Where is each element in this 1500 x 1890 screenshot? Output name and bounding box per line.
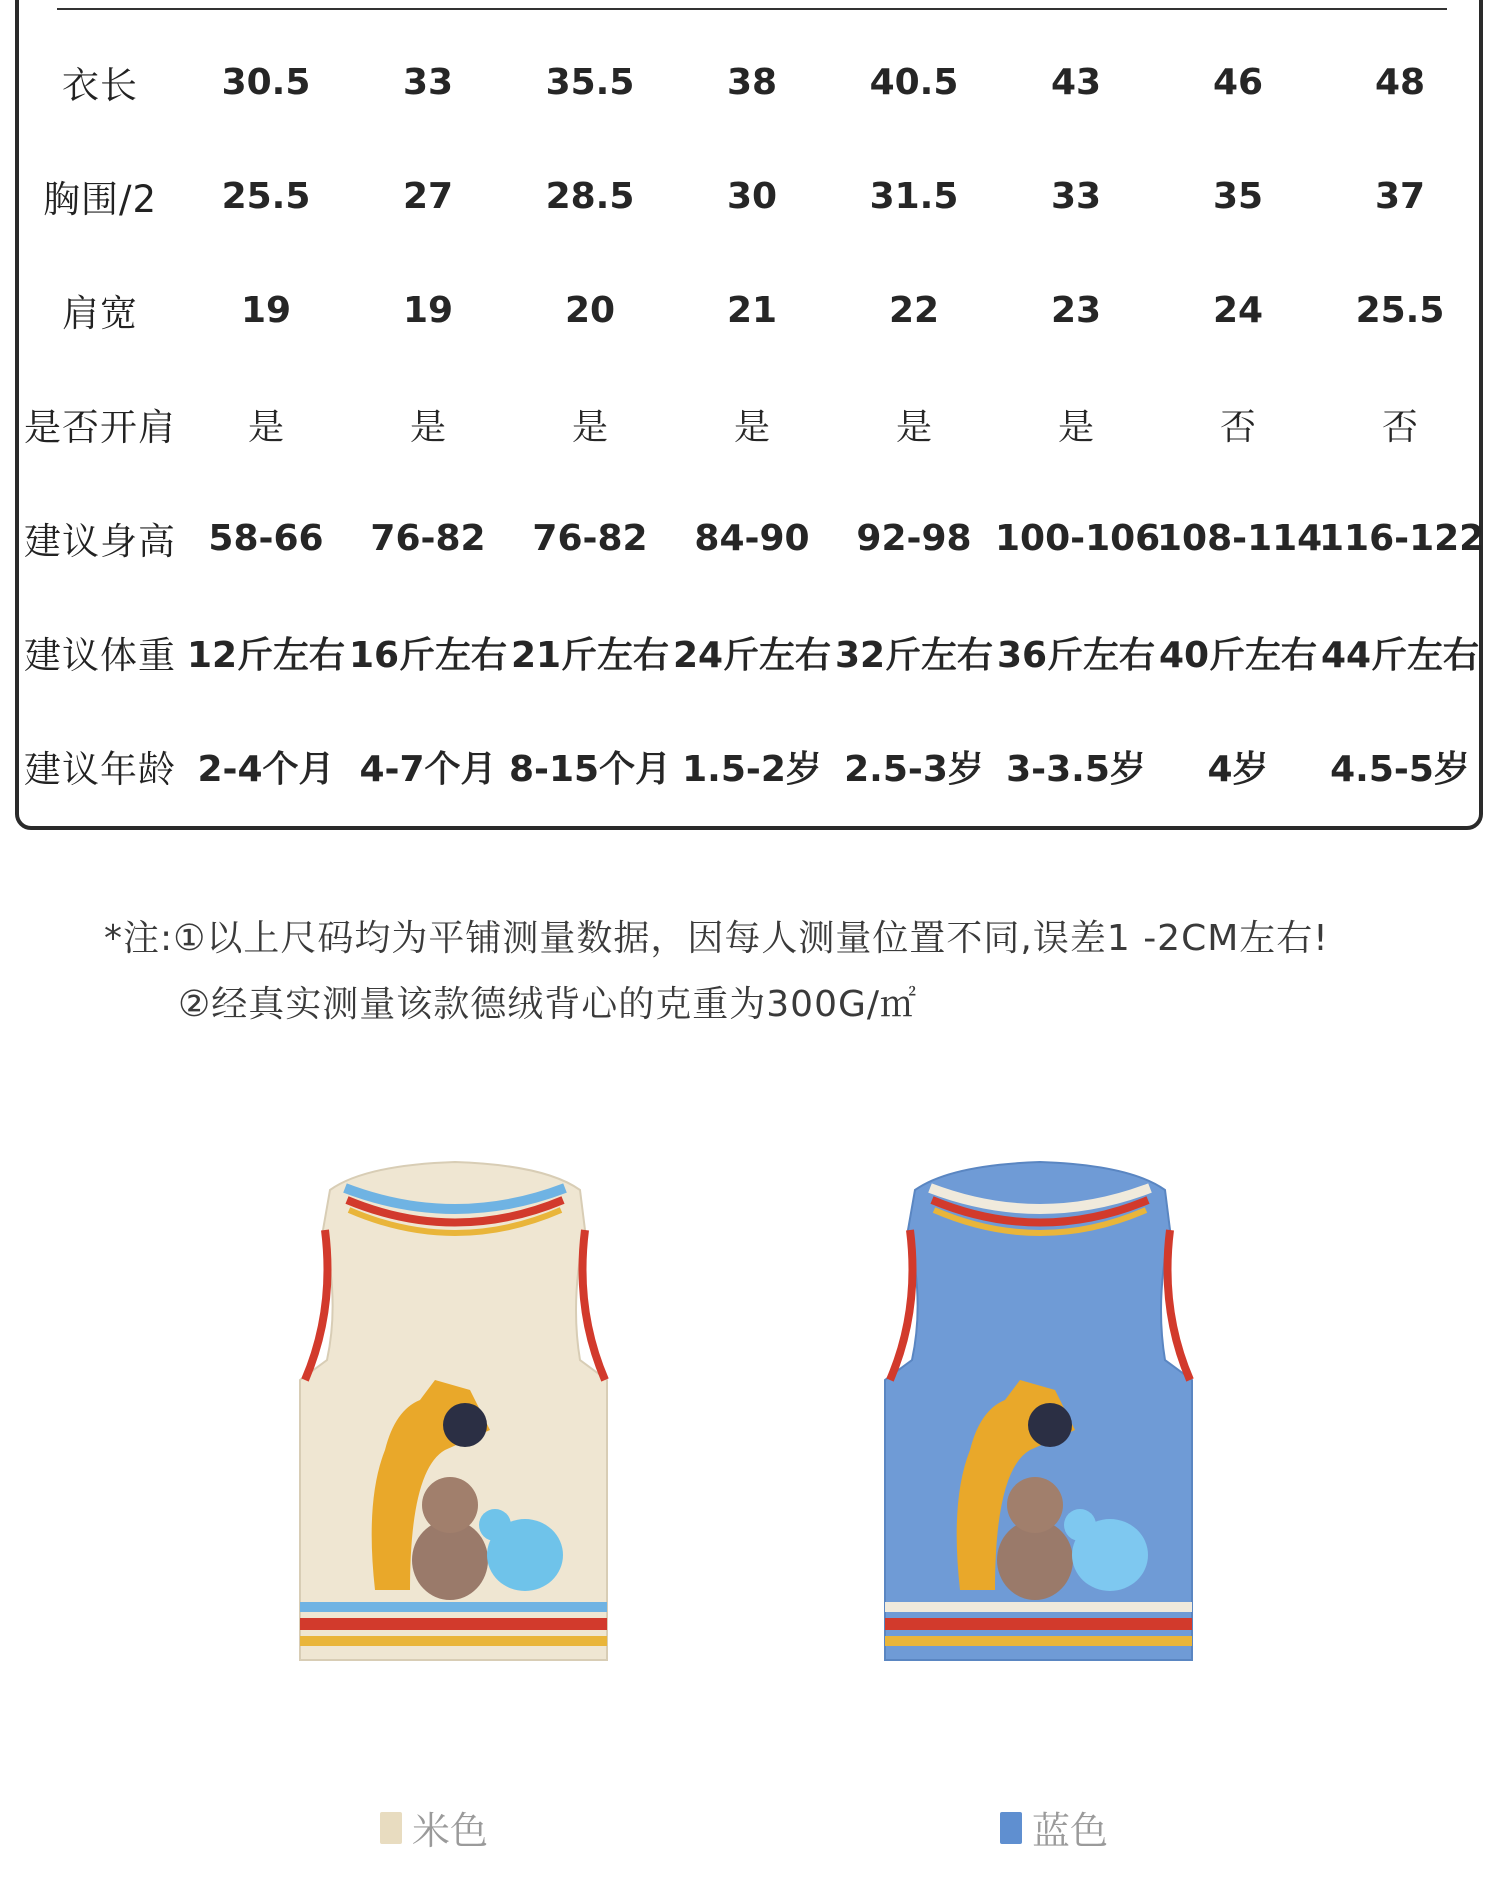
table-cell: 是 (409, 406, 446, 448)
table-cell: 58-66 (208, 517, 324, 559)
table-cell: 92-98 (856, 517, 972, 559)
table-cell: 否 (1381, 406, 1418, 448)
table-cell: 40斤左右 (1158, 634, 1318, 676)
table-cell: 是 (247, 406, 284, 448)
row-label: 建议身高 (24, 520, 176, 563)
table-cell: 21斤左右 (510, 634, 670, 676)
table-cell: 24 (1212, 289, 1264, 331)
table-cell: 19 (240, 289, 292, 331)
row-label: 衣长 (62, 64, 138, 107)
row-label: 建议体重 (24, 634, 176, 677)
table-cell: 16斤左右 (348, 634, 508, 676)
table-cell: 是 (895, 406, 932, 448)
table-cell: 24斤左右 (672, 634, 832, 676)
table-cell: 3-3.5岁 (1006, 748, 1146, 790)
table-row (15, 481, 1483, 595)
table-cell: 否 (1219, 406, 1256, 448)
table-row (15, 367, 1483, 481)
table-cell: 33 (402, 61, 454, 103)
table-cell: 30.5 (221, 61, 311, 103)
table-cell: 76-82 (370, 517, 486, 559)
table-cell: 116-122 (1319, 517, 1485, 559)
row-label: 建议年龄 (24, 748, 176, 791)
table-cell: 22 (888, 289, 940, 331)
table-top-rule (57, 8, 1447, 10)
table-cell: 46 (1212, 61, 1264, 103)
table-row (15, 595, 1483, 709)
table-cell: 是 (733, 406, 770, 448)
table-cell: 38 (726, 61, 778, 103)
row-label: 胸围/2 (42, 178, 157, 221)
table-cell: 35 (1212, 175, 1264, 217)
table-cell: 8-15个月 (509, 748, 672, 790)
blue-swatch (1000, 1812, 1022, 1844)
table-cell: 20 (564, 289, 616, 331)
table-cell: 2-4个月 (197, 748, 335, 790)
table-cell: 43 (1050, 61, 1102, 103)
table-cell: 84-90 (694, 517, 810, 559)
table-cell: 1.5-2岁 (682, 748, 822, 790)
table-cell: 44斤左右 (1320, 634, 1480, 676)
table-cell: 23 (1050, 289, 1102, 331)
variant-blue-text: 蓝色 (1032, 1809, 1109, 1853)
table-cell: 19 (402, 289, 454, 331)
table-cell: 31.5 (869, 175, 959, 217)
beige-swatch (380, 1812, 402, 1844)
table-cell: 36斤左右 (996, 634, 1156, 676)
blue-vest-image (820, 1150, 1260, 1690)
table-cell: 40.5 (869, 61, 959, 103)
table-cell: 28.5 (545, 175, 635, 217)
row-label: 肩宽 (62, 292, 138, 335)
variant-blue-label[interactable] (1000, 1800, 1108, 1855)
beige-vest-image (235, 1150, 675, 1690)
table-cell: 是 (1057, 406, 1094, 448)
table-row (15, 253, 1483, 367)
table-cell: 21 (726, 289, 778, 331)
table-cell: 37 (1374, 175, 1426, 217)
table-cell: 12斤左右 (186, 634, 346, 676)
table-row (15, 139, 1483, 253)
table-cell: 33 (1050, 175, 1102, 217)
row-label: 是否开肩 (24, 406, 176, 449)
table-row (15, 709, 1483, 823)
variant-beige-label[interactable] (380, 1800, 488, 1855)
table-cell: 108-114 (1157, 517, 1323, 559)
table-cell: 30 (726, 175, 778, 217)
table-cell: 100-106 (995, 517, 1161, 559)
table-cell: 48 (1374, 61, 1426, 103)
table-row (15, 25, 1483, 139)
table-cell: 25.5 (221, 175, 311, 217)
table-cell: 4-7个月 (359, 748, 497, 790)
variant-beige-text: 米色 (412, 1809, 489, 1853)
table-cell: 是 (571, 406, 608, 448)
table-cell: 4.5-5岁 (1330, 748, 1470, 790)
table-cell: 35.5 (545, 61, 635, 103)
table-cell: 4岁 (1207, 748, 1269, 790)
note-line-1: *注:①以上尺码均为平铺测量数据，因每人测量位置不同,误差1 -2CM左右! (104, 918, 1329, 959)
table-cell: 25.5 (1355, 289, 1445, 331)
table-cell: 2.5-3岁 (844, 748, 984, 790)
note-line-2: ②经真实测量该款德绒背心的克重为300G/㎡ (178, 984, 918, 1025)
table-cell: 32斤左右 (834, 634, 994, 676)
table-cell: 27 (402, 175, 454, 217)
table-cell: 76-82 (532, 517, 648, 559)
